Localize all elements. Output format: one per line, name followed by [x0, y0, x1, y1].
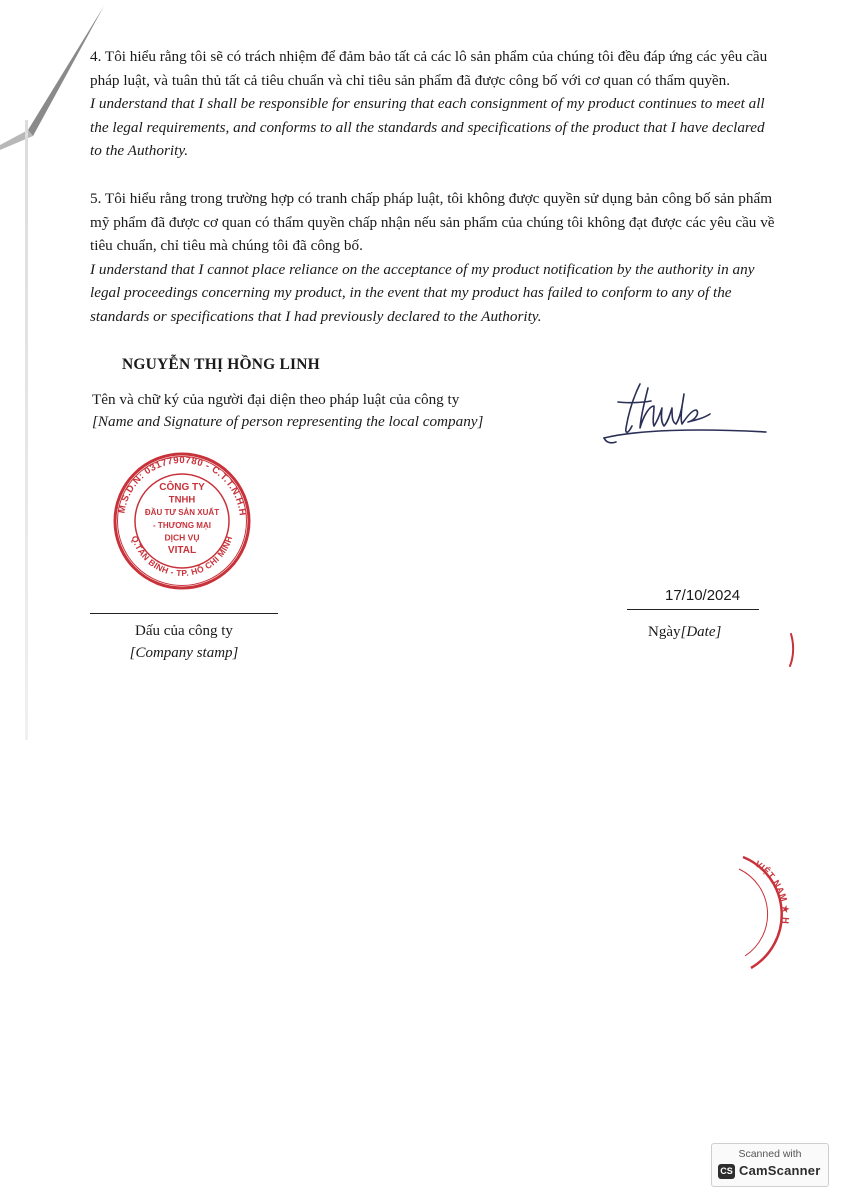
camscanner-watermark: [711, 1143, 829, 1187]
watermark-brand: CamScanner: [739, 1163, 821, 1178]
clause-5-english: I understand that I cannot place reliance on the acceptance of my product notification by the authority in any legal proceedings concerning my product, in the event that my product has failed to conform to any of the standards or specifications that I had previously declared to the Authority.: [90, 260, 755, 325]
clause-5-vietnamese: 5. Tôi hiểu rằng trong trường hợp có tranh chấp pháp luật, tôi không được quyền sử dụng bản công bố sản phẩm mỹ phẩm đã được cơ quan có thẩm quyền chấp nhận nếu sản phẩm của chúng tôi không đạt được các yêu cầu về tiêu chuẩn, chỉ tiêu mà chúng tôi đã công bố.: [90, 190, 775, 255]
red-ink-mark: [788, 632, 796, 668]
scan-edge-shadow: [25, 120, 28, 740]
signatory-name: NGUYỄN THỊ HỒNG LINH: [122, 356, 320, 373]
partial-seal-text: VIỆT NAM ★ H: [753, 858, 792, 925]
stamp-center-line: TNHH: [168, 494, 196, 506]
date-label-vietnamese: Ngày: [648, 624, 681, 640]
date-value: 17/10/2024: [665, 587, 741, 604]
camscanner-logo-icon: CS: [718, 1164, 735, 1179]
stamp-ring-bottom-text: Q.TÂN BÌNH - TP. HỒ CHÍ MINH: [129, 534, 235, 579]
clause-4-vietnamese: 4. Tôi hiểu rằng tôi sẽ có trách nhiệm để đảm bảo tất cả các lô sản phẩm của chúng tôi đều đáp ứng các yêu cầu pháp luật, và tuân thủ tất cả tiêu chuẩn và chỉ tiêu sản phẩm đã được công bố với cơ quan có thẩm quyền.: [90, 48, 768, 89]
date-label: [648, 624, 721, 641]
svg-text:VIỆT NAM ★ H: [753, 859, 791, 925]
handwritten-signature: [596, 370, 776, 460]
company-stamp: [112, 452, 252, 590]
stamp-label-vietnamese: Dấu của công ty: [135, 623, 233, 639]
stamp-center-line: VITAL: [167, 545, 197, 556]
stamp-center-line: - THƯƠNG MẠI: [153, 520, 211, 530]
date-label-english: [Date]: [680, 624, 722, 640]
stamp-label: [90, 620, 278, 664]
signature-caption-vietnamese: Tên và chữ ký của người đại diện theo pháp luật của công ty: [92, 391, 460, 408]
clause-5: [90, 187, 780, 329]
stamp-center-line: CÔNG TY: [159, 482, 205, 493]
stamp-ring-text: M.S.D.N: 0317790780 - C.T.T.N.H.H: [116, 454, 248, 517]
stamp-label-english: [Company stamp]: [129, 645, 239, 661]
signature-caption: [92, 389, 483, 433]
watermark-caption: Scanned with: [738, 1148, 802, 1160]
clause-4: [90, 45, 780, 163]
stamp-center-line: ĐẦU TƯ SẢN XUẤT: [144, 508, 220, 518]
partial-seal-mark: [735, 855, 795, 970]
clause-4-english: I understand that I shall be responsible for ensuring that each consignment of my product continues to meet all the legal requirements, and conforms to all the standards and specifications of the product that I have declared to the Authority.: [90, 95, 765, 160]
stamp-center-line: DỊCH VỤ: [164, 532, 200, 543]
stamp-signature-line: [90, 613, 278, 614]
date-signature-line: [627, 609, 759, 610]
signature-caption-english: [Name and Signature of person representing the local company]: [92, 413, 484, 430]
